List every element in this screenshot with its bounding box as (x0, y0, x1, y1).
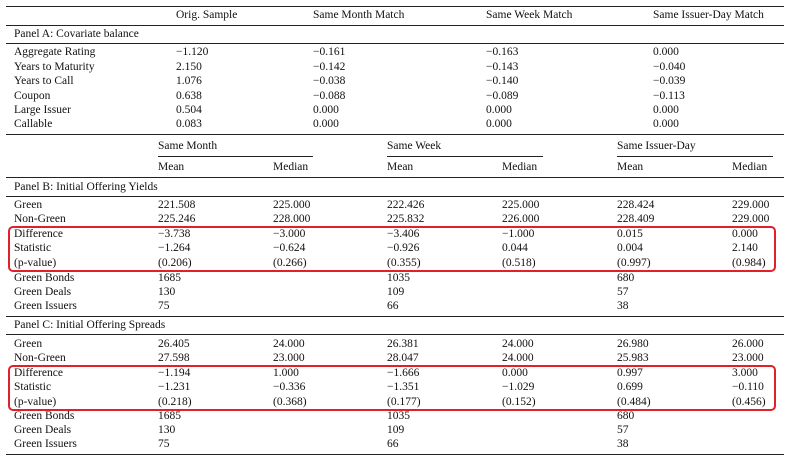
panel-a-title-rule (6, 43, 784, 44)
cell: 1035 (387, 410, 410, 422)
cell: −0.039 (653, 75, 686, 87)
cell: (0.206) (158, 257, 192, 269)
top-rule (6, 6, 784, 7)
cell: 23.000 (273, 352, 305, 364)
cell: −1.000 (502, 228, 535, 240)
cell: 2.140 (732, 242, 758, 254)
cell: −0.624 (273, 242, 306, 254)
cell: 1.000 (273, 367, 299, 379)
cell: 226.000 (502, 213, 540, 225)
row-label: Large Issuer (14, 104, 71, 116)
subheader-bottom-rule (6, 177, 784, 178)
group-rule-same-week (387, 156, 543, 157)
row-label: Green Issuers (14, 300, 77, 312)
cell: 2.150 (176, 61, 202, 73)
row-label: Green Issuers (14, 438, 77, 450)
cell: −0.088 (313, 90, 346, 102)
cell: (0.177) (387, 396, 421, 408)
header-same-issuer-day-match: Same Issuer-Day Match (653, 9, 764, 21)
cell: 229.000 (732, 213, 770, 225)
cell: 130 (158, 286, 176, 298)
row-label: Aggregate Rating (14, 46, 96, 58)
cell: (0.355) (387, 257, 421, 269)
cell: −0.926 (387, 242, 420, 254)
cell: 66 (387, 438, 399, 450)
cell: −0.110 (732, 381, 764, 393)
cell: 1035 (387, 272, 410, 284)
group-header-same-week: Same Week (387, 140, 442, 152)
cell: 228.000 (273, 213, 311, 225)
row-label: Years to Maturity (14, 61, 95, 73)
panel-b-title: Panel B: Initial Offering Yields (14, 181, 158, 193)
cell: 229.000 (732, 199, 770, 211)
cell: −0.038 (313, 75, 346, 87)
row-label: Green Deals (14, 286, 72, 298)
cell: −1.194 (158, 367, 191, 379)
cell: 27.598 (158, 352, 190, 364)
group-rule-same-month (158, 156, 313, 157)
cell: −1.029 (502, 381, 535, 393)
row-label: Green Deals (14, 424, 72, 436)
row-label: Non-Green (14, 213, 66, 225)
cell: −0.142 (313, 61, 346, 73)
group-header-same-issuer-day: Same Issuer-Day (617, 140, 696, 152)
cell: 0.000 (653, 46, 679, 58)
panel-a-bottom-rule (6, 134, 784, 135)
cell: −3.406 (387, 228, 420, 240)
cell: 38 (617, 438, 629, 450)
cell: 0.000 (486, 104, 512, 116)
cell: 109 (387, 286, 405, 298)
row-label: Years to Call (14, 75, 74, 87)
cell: 75 (158, 300, 170, 312)
header-same-month-match: Same Month Match (313, 9, 405, 21)
panel-c-title: Panel C: Initial Offering Spreads (14, 319, 166, 331)
cell: 222.426 (387, 199, 425, 211)
cell: 57 (617, 286, 629, 298)
col-median: Median (273, 161, 309, 173)
cell: 24.000 (502, 352, 534, 364)
cell: 0.044 (502, 242, 528, 254)
cell: 0.083 (176, 118, 202, 130)
table-bottom-rule (6, 454, 784, 455)
row-label: Statistic (14, 381, 52, 393)
cell: 109 (387, 424, 405, 436)
cell: 1685 (158, 272, 181, 284)
cell: (0.984) (732, 257, 766, 269)
cell: 228.424 (617, 199, 655, 211)
cell: (0.484) (617, 396, 651, 408)
group-header-same-month: Same Month (158, 140, 218, 152)
row-label: Difference (14, 228, 63, 240)
col-median: Median (502, 161, 538, 173)
cell: 26.980 (617, 338, 649, 350)
cell: −3.738 (158, 228, 191, 240)
cell: 1685 (158, 410, 181, 422)
cell: 680 (617, 410, 635, 422)
cell: −0.113 (653, 90, 685, 102)
panel-b-highlight-box (8, 226, 776, 272)
cell: 0.000 (653, 104, 679, 116)
cell: 0.997 (617, 367, 643, 379)
cell: 57 (617, 424, 629, 436)
cell: 1.076 (176, 75, 202, 87)
cell: −0.336 (273, 381, 306, 393)
cell: −0.089 (486, 90, 519, 102)
cell: 221.508 (158, 199, 196, 211)
row-label: (p-value) (14, 396, 57, 408)
row-label: Green (14, 199, 43, 211)
cell: 0.504 (176, 104, 202, 116)
cell: 0.000 (502, 367, 528, 379)
cell: 680 (617, 272, 635, 284)
row-label: Green Bonds (14, 272, 75, 284)
cell: (0.266) (273, 257, 307, 269)
cell: −1.351 (387, 381, 420, 393)
row-label: (p-value) (14, 257, 57, 269)
cell: −1.264 (158, 242, 191, 254)
row-label: Green Bonds (14, 410, 75, 422)
cell: 228.409 (617, 213, 655, 225)
header-same-week-match: Same Week Match (486, 9, 573, 21)
panel-b-title-rule (6, 196, 784, 197)
cell: 24.000 (502, 338, 534, 350)
cell: −3.000 (273, 228, 306, 240)
cell: 26.405 (158, 338, 190, 350)
cell: −1.666 (387, 367, 420, 379)
cell: 38 (617, 300, 629, 312)
cell: 0.638 (176, 90, 202, 102)
panel-b-bottom-rule (6, 316, 784, 317)
group-rule-same-issuer-day (617, 156, 773, 157)
cell: (0.368) (273, 396, 307, 408)
panel-a-title: Panel A: Covariate balance (14, 28, 139, 40)
cell: 225.000 (273, 199, 311, 211)
col-mean: Mean (387, 161, 414, 173)
cell: 0.004 (617, 242, 643, 254)
row-label: Difference (14, 367, 63, 379)
panel-c-title-rule (6, 334, 784, 335)
header-rule (6, 25, 784, 26)
row-label: Non-Green (14, 352, 66, 364)
cell: 23.000 (732, 352, 764, 364)
cell: 0.000 (313, 104, 339, 116)
cell: 3.000 (732, 367, 758, 379)
cell: (0.218) (158, 396, 192, 408)
row-label: Statistic (14, 242, 52, 254)
col-median: Median (732, 161, 768, 173)
cell: −1.231 (158, 381, 191, 393)
cell: (0.997) (617, 257, 651, 269)
cell: 130 (158, 424, 176, 436)
cell: (0.152) (502, 396, 536, 408)
cell: −0.143 (486, 61, 519, 73)
cell: 225.246 (158, 213, 196, 225)
cell: 0.699 (617, 381, 643, 393)
cell: −0.161 (313, 46, 346, 58)
cell: −0.163 (486, 46, 519, 58)
panel-c-highlight-box (8, 365, 776, 411)
cell: 28.047 (387, 352, 419, 364)
cell: 66 (387, 300, 399, 312)
cell: 0.000 (653, 118, 679, 130)
cell: 24.000 (273, 338, 305, 350)
cell: 26.381 (387, 338, 419, 350)
row-label: Coupon (14, 90, 51, 102)
cell: 0.000 (313, 118, 339, 130)
col-mean: Mean (617, 161, 644, 173)
cell: 225.832 (387, 213, 425, 225)
cell: −0.140 (486, 75, 519, 87)
cell: −1.120 (176, 46, 209, 58)
cell: 0.015 (617, 228, 643, 240)
cell: (0.456) (732, 396, 766, 408)
cell: 25.983 (617, 352, 649, 364)
row-label: Green (14, 338, 43, 350)
cell: 0.000 (732, 228, 758, 240)
cell: 26.000 (732, 338, 764, 350)
cell: 75 (158, 438, 170, 450)
row-label: Callable (14, 118, 53, 130)
col-mean: Mean (158, 161, 185, 173)
cell: −0.040 (653, 61, 686, 73)
cell: 0.000 (486, 118, 512, 130)
header-orig-sample: Orig. Sample (176, 9, 238, 21)
cell: (0.518) (502, 257, 536, 269)
cell: 225.000 (502, 199, 540, 211)
